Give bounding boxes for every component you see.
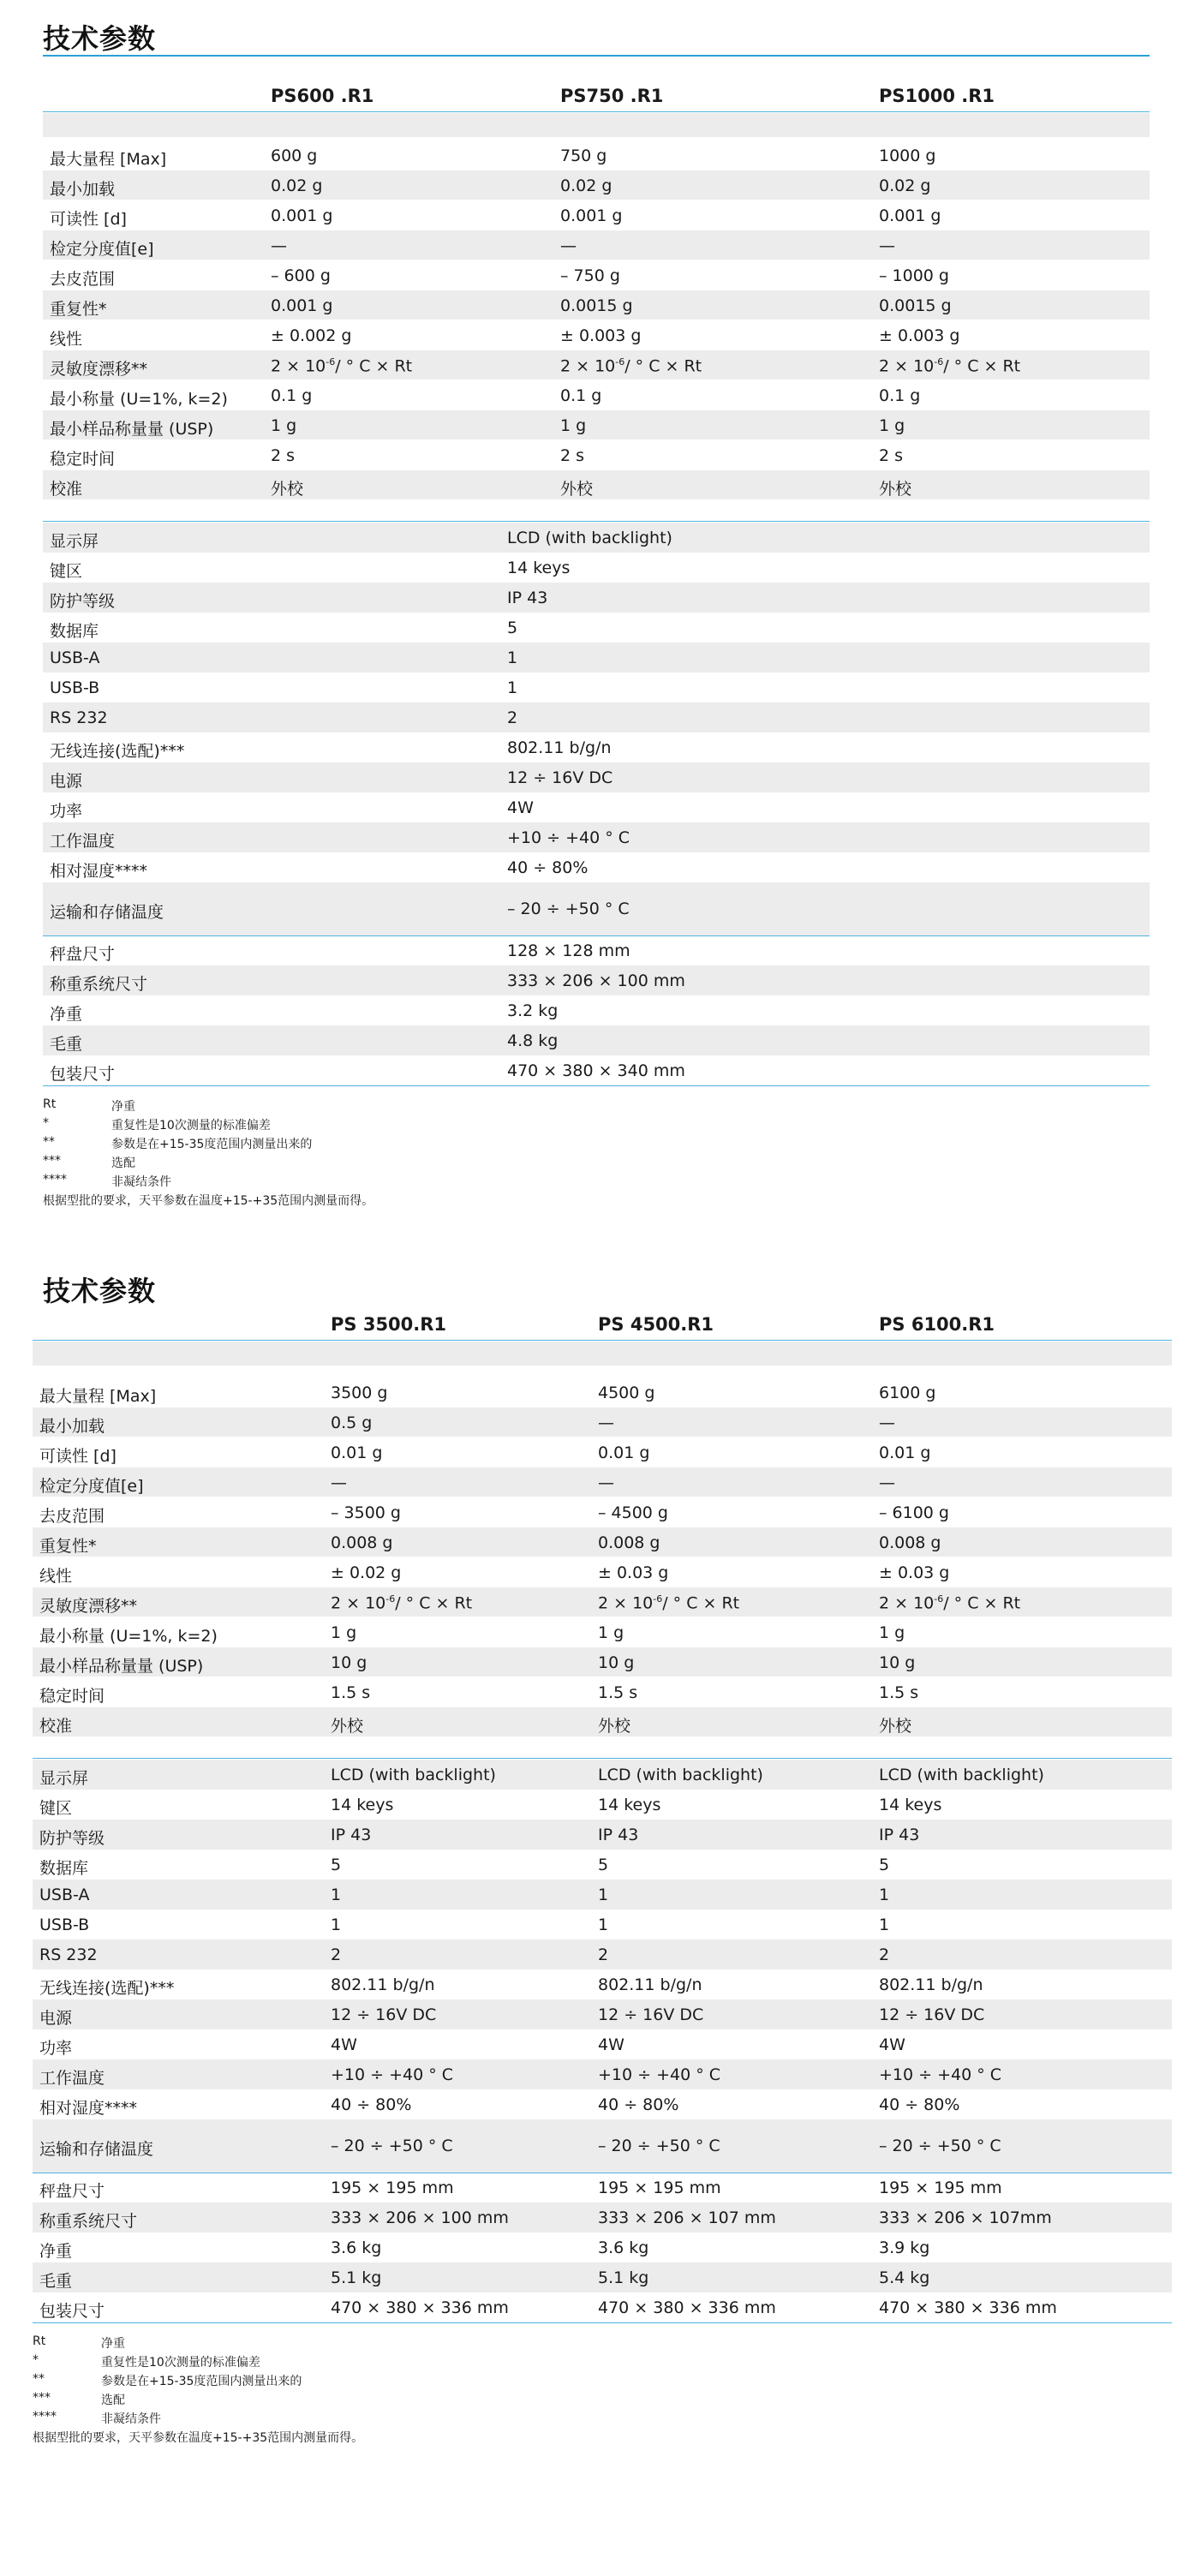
header-divider: [43, 111, 1150, 112]
note-key: ****: [43, 1173, 67, 1186]
common-value: 802.11 b/g/n: [331, 1975, 435, 1994]
common-value: 3.9 kg: [879, 2238, 930, 2257]
spec-value: —: [560, 236, 577, 255]
common-value: – 20 ÷ +50 ° C: [507, 900, 630, 918]
common-value: +10 ÷ +40 ° C: [879, 2065, 1002, 2084]
spec-label: 可读性 [d]: [39, 1447, 117, 1466]
common-value: 12 ÷ 16V DC: [598, 2005, 704, 2024]
title-divider: [43, 55, 1150, 57]
spec-value: 0.008 g: [879, 1533, 941, 1552]
note-key: *: [43, 1116, 49, 1130]
common-label: 无线连接(选配)***: [39, 1979, 175, 1998]
note-key: **: [43, 1135, 55, 1149]
spec-label: 灵敏度漂移**: [50, 360, 148, 379]
common-row: [43, 852, 1150, 882]
common-value: 40 ÷ 80%: [598, 2095, 679, 2114]
note-text: 非凝结条件: [101, 2412, 161, 2426]
note-key: *: [33, 2353, 39, 2367]
spec-value: 外校: [331, 1717, 364, 1736]
table-bottom: [33, 2322, 1172, 2323]
model-header: PS 4500.R1: [598, 1314, 714, 1335]
spec-value: 750 g: [560, 146, 607, 165]
spec-value: – 600 g: [271, 266, 331, 285]
spec-value: 3500 g: [331, 1384, 388, 1402]
common-label: USB-B: [39, 1916, 90, 1934]
superscript: -6: [653, 1593, 663, 1605]
common-label: 无线连接(选配)***: [50, 742, 185, 761]
spec-value: 外校: [879, 1717, 912, 1736]
spec-value: 1000 g: [879, 146, 936, 165]
common-label: 净重: [39, 2242, 73, 2261]
common-row: [43, 995, 1150, 1025]
spec-value: – 6100 g: [879, 1503, 949, 1522]
spec-value: – 750 g: [560, 266, 620, 285]
common-value: 40 ÷ 80%: [331, 2095, 412, 2114]
common-value: 4W: [331, 2035, 357, 2054]
spec-label: 最小称量 (U=1%, k=2): [39, 1627, 218, 1646]
common-value: 470 × 380 × 336 mm: [598, 2298, 776, 2317]
common-value: 470 × 380 × 336 mm: [331, 2298, 509, 2317]
superscript: -6: [934, 356, 944, 368]
common-label: RS 232: [39, 1945, 98, 1964]
common-value: 2: [331, 1945, 342, 1964]
spec-value: 2 s: [560, 446, 585, 465]
common-value: +10 ÷ +40 ° C: [598, 2065, 721, 2084]
common-label: 显示屏: [50, 532, 99, 551]
common-value: +10 ÷ +40 ° C: [331, 2065, 454, 2084]
common-label: 包装尺寸: [39, 2302, 105, 2321]
common-label: RS 232: [50, 708, 108, 727]
spec-value: 外校: [598, 1717, 631, 1736]
spec-value: —: [879, 1414, 895, 1432]
common-value: 195 × 195 mm: [879, 2179, 1002, 2197]
spec-value: 10 g: [879, 1653, 916, 1672]
spec-label: 校准: [50, 480, 83, 499]
spec-label: 最小加载: [39, 1417, 105, 1436]
common-label: 秤盘尺寸: [39, 2182, 105, 2201]
spec-value: 1 g: [598, 1623, 624, 1642]
spec-value: ± 0.003 g: [560, 326, 642, 345]
common-value: 2: [598, 1945, 609, 1964]
common-value: 40 ÷ 80%: [507, 858, 589, 877]
common-label: 毛重: [50, 1035, 83, 1054]
common-value: 5.1 kg: [598, 2268, 649, 2287]
note-key: ****: [33, 2410, 57, 2424]
spec-label: 校准: [39, 1717, 73, 1736]
common-label: 称重系统尺寸: [50, 975, 148, 994]
spec-label: 去皮范围: [50, 270, 116, 289]
spec-value: 1 g: [331, 1623, 357, 1642]
spec-value: 外校: [879, 480, 912, 499]
common-row: [43, 583, 1150, 613]
note-text: 选配: [101, 2394, 125, 2407]
common-value: 1: [507, 678, 518, 697]
spec-value: 外校: [560, 480, 594, 499]
spacer-row: [43, 113, 1150, 137]
spec-label: 检定分度值[e]: [39, 1477, 144, 1496]
spec-value: $2 \times 10^{-6}/$ ° C × Rt: [598, 1593, 740, 1613]
common-label: 数据库: [50, 622, 99, 641]
spec-value: 0.008 g: [331, 1533, 393, 1552]
spec-value: – 1000 g: [879, 266, 949, 285]
common-value: 14 keys: [331, 1796, 394, 1814]
spec-value: 1 g: [560, 416, 587, 435]
spacer-row: [33, 1342, 1172, 1366]
common-value: 1: [879, 1916, 890, 1934]
spec-value: $2 \times 10^{-6}/$ ° C × Rt: [560, 356, 702, 376]
spec-value: 0.02 g: [879, 176, 931, 195]
common-value: 1: [331, 1916, 342, 1934]
superscript: -6: [326, 356, 336, 368]
note-key: ***: [43, 1154, 61, 1168]
spec-label: 线性: [50, 330, 83, 349]
common-value: 2: [879, 1945, 890, 1964]
model-header: PS1000 .R1: [879, 86, 995, 106]
common-value: 12 ÷ 16V DC: [331, 2005, 437, 2024]
common-value: IP 43: [331, 1826, 372, 1844]
spec-value: 0.1 g: [271, 386, 313, 405]
common-label: 秤盘尺寸: [50, 945, 116, 964]
note-text: 选配: [111, 1157, 135, 1170]
spec-value: 1 g: [879, 1623, 905, 1642]
common-value: 5.1 kg: [331, 2268, 382, 2287]
common-label: 防护等级: [50, 592, 116, 611]
common-value: 5: [331, 1856, 342, 1874]
note-key: ***: [33, 2391, 51, 2405]
common-value: IP 43: [598, 1826, 639, 1844]
common-label: USB-B: [50, 678, 100, 697]
spec-value: ± 0.03 g: [879, 1563, 950, 1582]
spec-value: $2 \times 10^{-6}/$ ° C × Rt: [879, 356, 1021, 376]
common-label: USB-A: [39, 1886, 90, 1904]
common-label: 运输和存储温度: [50, 903, 164, 922]
common-value: 4.8 kg: [507, 1031, 559, 1050]
superscript: -6: [934, 1593, 944, 1605]
spec-value: 6100 g: [879, 1384, 936, 1402]
common-value: 40 ÷ 80%: [879, 2095, 960, 2114]
common-label: 键区: [50, 562, 83, 581]
common-value: 333 × 206 × 107 mm: [598, 2208, 776, 2227]
common-value: LCD (with backlight): [879, 1766, 1044, 1784]
spec-label: 最大量程 [Max]: [39, 1387, 157, 1406]
note-text: 重复性是10次测量的标准偏差: [101, 2356, 260, 2370]
spec-label: 稳定时间: [50, 450, 116, 469]
note-footer: 根据型批的要求，天平参数在温度+15-+35范围内测量而得。: [33, 2431, 364, 2445]
spec-value: 0.01 g: [331, 1443, 383, 1462]
spec-value: $2 \times 10^{-6}/$ ° C × Rt: [271, 356, 413, 376]
spec-label: 稳定时间: [39, 1687, 105, 1706]
note-key: Rt: [43, 1097, 57, 1111]
spec-label: 去皮范围: [39, 1507, 105, 1526]
common-value: 14 keys: [598, 1796, 661, 1814]
common-value: – 20 ÷ +50 ° C: [598, 2137, 720, 2155]
common-label: 包装尺寸: [50, 1065, 116, 1084]
common-value: 2: [507, 708, 518, 727]
spec-value: 0.02 g: [560, 176, 612, 195]
common-value: 3.2 kg: [507, 1001, 559, 1020]
model-header: PS 3500.R1: [331, 1314, 447, 1335]
common-value: 333 × 206 × 100 mm: [507, 971, 685, 990]
spec-label: 灵敏度漂移**: [39, 1597, 138, 1616]
common-value: 12 ÷ 16V DC: [879, 2005, 985, 2024]
common-value: 470 × 380 × 340 mm: [507, 1061, 685, 1080]
common-label: 相对湿度****: [50, 862, 148, 881]
common-value: 333 × 206 × 107mm: [879, 2208, 1052, 2227]
note-text: 非凝结条件: [111, 1175, 171, 1189]
common-row: [43, 613, 1150, 643]
spec-label: 最小称量 (U=1%, k=2): [50, 390, 228, 409]
common-value: 128 × 128 mm: [507, 941, 630, 960]
spec-value: 1.5 s: [879, 1683, 919, 1702]
spec-value: 0.1 g: [560, 386, 602, 405]
model-header: PS600 .R1: [271, 86, 374, 106]
spec-value: 4500 g: [598, 1384, 655, 1402]
spec-value: $2 \times 10^{-6}/$ ° C × Rt: [879, 1593, 1021, 1613]
common-value: LCD (with backlight): [331, 1766, 496, 1784]
common-row: [43, 553, 1150, 583]
common-label: 键区: [39, 1799, 73, 1818]
common-value: IP 43: [879, 1826, 920, 1844]
common-value: 12 ÷ 16V DC: [507, 768, 613, 787]
common-value: 4W: [507, 798, 534, 817]
model-header: PS750 .R1: [560, 86, 664, 106]
spec-value: —: [271, 236, 287, 255]
common-value: 4W: [598, 2035, 624, 2054]
spec-value: 0.01 g: [598, 1443, 650, 1462]
common-value: – 20 ÷ +50 ° C: [331, 2137, 453, 2155]
header-divider: [33, 1340, 1172, 1341]
spec-value: ± 0.02 g: [331, 1563, 402, 1582]
spec-value: 0.1 g: [879, 386, 921, 405]
common-value: 1: [507, 648, 518, 667]
common-label: 运输和存储温度: [39, 2140, 154, 2159]
spec-label: 检定分度值[e]: [50, 240, 154, 259]
common-value: 14 keys: [879, 1796, 942, 1814]
common-value: 3.6 kg: [331, 2238, 382, 2257]
spec-value: 1.5 s: [331, 1683, 371, 1702]
common-label: 工作温度: [39, 2069, 105, 2088]
common-value: IP 43: [507, 589, 548, 607]
common-row: [43, 1025, 1150, 1055]
spec-value: ± 0.003 g: [879, 326, 960, 345]
spec-value: 0.5 g: [331, 1414, 373, 1432]
spec-value: 0.0015 g: [560, 296, 633, 315]
spec-value: 0.008 g: [598, 1533, 660, 1552]
spec-value: 0.001 g: [271, 296, 333, 315]
spec-label: 最小样品称量量 (USP): [39, 1657, 204, 1676]
common-value: 1: [879, 1886, 890, 1904]
note-footer: 根据型批的要求，天平参数在温度+15-+35范围内测量而得。: [43, 1194, 374, 1208]
spec-value: 600 g: [271, 146, 318, 165]
common-label: 称重系统尺寸: [39, 2212, 138, 2231]
common-value: LCD (with backlight): [598, 1766, 763, 1784]
spec-value: 0.001 g: [560, 206, 623, 225]
section-title: 技术参数: [43, 1275, 157, 1307]
common-row: [43, 672, 1150, 702]
spec-value: —: [331, 1473, 347, 1492]
note-text: 参数是在+15-35度范围内测量出来的: [111, 1138, 313, 1151]
common-value: 333 × 206 × 100 mm: [331, 2208, 509, 2227]
note-text: 净重: [101, 2337, 125, 2351]
common-value: 1: [598, 1886, 609, 1904]
spec-value: ± 0.002 g: [271, 326, 352, 345]
common-value: 4W: [879, 2035, 905, 2054]
common-value: 470 × 380 × 336 mm: [879, 2298, 1057, 2317]
common-row: [43, 792, 1150, 822]
superscript: -6: [385, 1593, 396, 1605]
spec-row: [43, 440, 1150, 469]
spec-value: 0.0015 g: [879, 296, 952, 315]
note-key: Rt: [33, 2334, 46, 2348]
spec-value: 0.01 g: [879, 1443, 931, 1462]
spec-value: —: [879, 1473, 895, 1492]
spec-value: 10 g: [598, 1653, 635, 1672]
spec-value: 1 g: [271, 416, 297, 435]
common-label: 电源: [39, 2009, 73, 2028]
common-value: 195 × 195 mm: [598, 2179, 721, 2197]
section-title: 技术参数: [43, 22, 157, 55]
common-label: 工作温度: [50, 832, 116, 851]
common-value: 5: [598, 1856, 609, 1874]
spec-value: 0.001 g: [879, 206, 941, 225]
spec-value: 2 s: [271, 446, 296, 465]
common-label: 数据库: [39, 1859, 89, 1878]
model-header: PS 6100.R1: [879, 1314, 995, 1335]
spec-value: —: [598, 1414, 614, 1432]
common-label: 相对湿度****: [39, 2099, 138, 2118]
common-value: LCD (with backlight): [507, 529, 672, 547]
common-divider: [43, 521, 1150, 522]
spec-value: 0.001 g: [271, 206, 333, 225]
note-text: 重复性是10次测量的标准偏差: [111, 1119, 271, 1133]
spec-value: 1 g: [879, 416, 905, 435]
note-key: **: [33, 2372, 45, 2386]
spec-value: – 3500 g: [331, 1503, 401, 1522]
note-text: 净重: [111, 1100, 135, 1114]
common-value: 802.11 b/g/n: [507, 738, 612, 757]
spec-value: 2 s: [879, 446, 904, 465]
common-divider: [33, 1758, 1172, 1759]
common-value: 1: [331, 1886, 342, 1904]
spec-value: $2 \times 10^{-6}/$ ° C × Rt: [331, 1593, 473, 1613]
common-label: 功率: [50, 802, 83, 821]
common-value: 5.4 kg: [879, 2268, 930, 2287]
common-row: [43, 643, 1150, 672]
common-value: 5: [507, 619, 518, 637]
spec-value: 10 g: [331, 1653, 367, 1672]
spec-value: – 4500 g: [598, 1503, 668, 1522]
common-value: – 20 ÷ +50 ° C: [879, 2137, 1001, 2155]
spec-row: [43, 230, 1150, 260]
spec-value: —: [879, 236, 895, 255]
spec-label: 重复性*: [39, 1537, 97, 1556]
common-label: 防护等级: [39, 1829, 105, 1848]
common-value: 1: [598, 1916, 609, 1934]
common-label: 功率: [39, 2039, 73, 2058]
common-value: 14 keys: [507, 559, 571, 577]
superscript: -6: [615, 356, 625, 368]
table-bottom: [43, 1085, 1150, 1086]
spec-label: 最小样品称量量 (USP): [50, 420, 214, 439]
spec-row: [43, 470, 1150, 499]
spec-label: 线性: [39, 1567, 73, 1586]
common-value: 802.11 b/g/n: [598, 1975, 702, 1994]
spec-value: 1.5 s: [598, 1683, 638, 1702]
spec-value: ± 0.03 g: [598, 1563, 669, 1582]
common-label: 毛重: [39, 2272, 73, 2291]
spec-value: 0.02 g: [271, 176, 323, 195]
spec-label: 最小加载: [50, 180, 116, 199]
common-value: 802.11 b/g/n: [879, 1975, 983, 1994]
common-value: 195 × 195 mm: [331, 2179, 454, 2197]
spec-value: —: [598, 1473, 614, 1492]
common-label: USB-A: [50, 648, 100, 667]
spec-value: 外校: [271, 480, 304, 499]
note-text: 参数是在+15-35度范围内测量出来的: [101, 2375, 302, 2388]
common-row: [43, 702, 1150, 732]
common-label: 电源: [50, 772, 83, 791]
spec-label: 重复性*: [50, 300, 107, 319]
spec-label: 最大量程 [Max]: [50, 150, 167, 169]
common-value: 5: [879, 1856, 890, 1874]
spec-label: 可读性 [d]: [50, 210, 127, 229]
common-label: 显示屏: [39, 1769, 89, 1788]
common-value: +10 ÷ +40 ° C: [507, 828, 630, 847]
common-value: 3.6 kg: [598, 2238, 649, 2257]
common-label: 净重: [50, 1005, 83, 1024]
